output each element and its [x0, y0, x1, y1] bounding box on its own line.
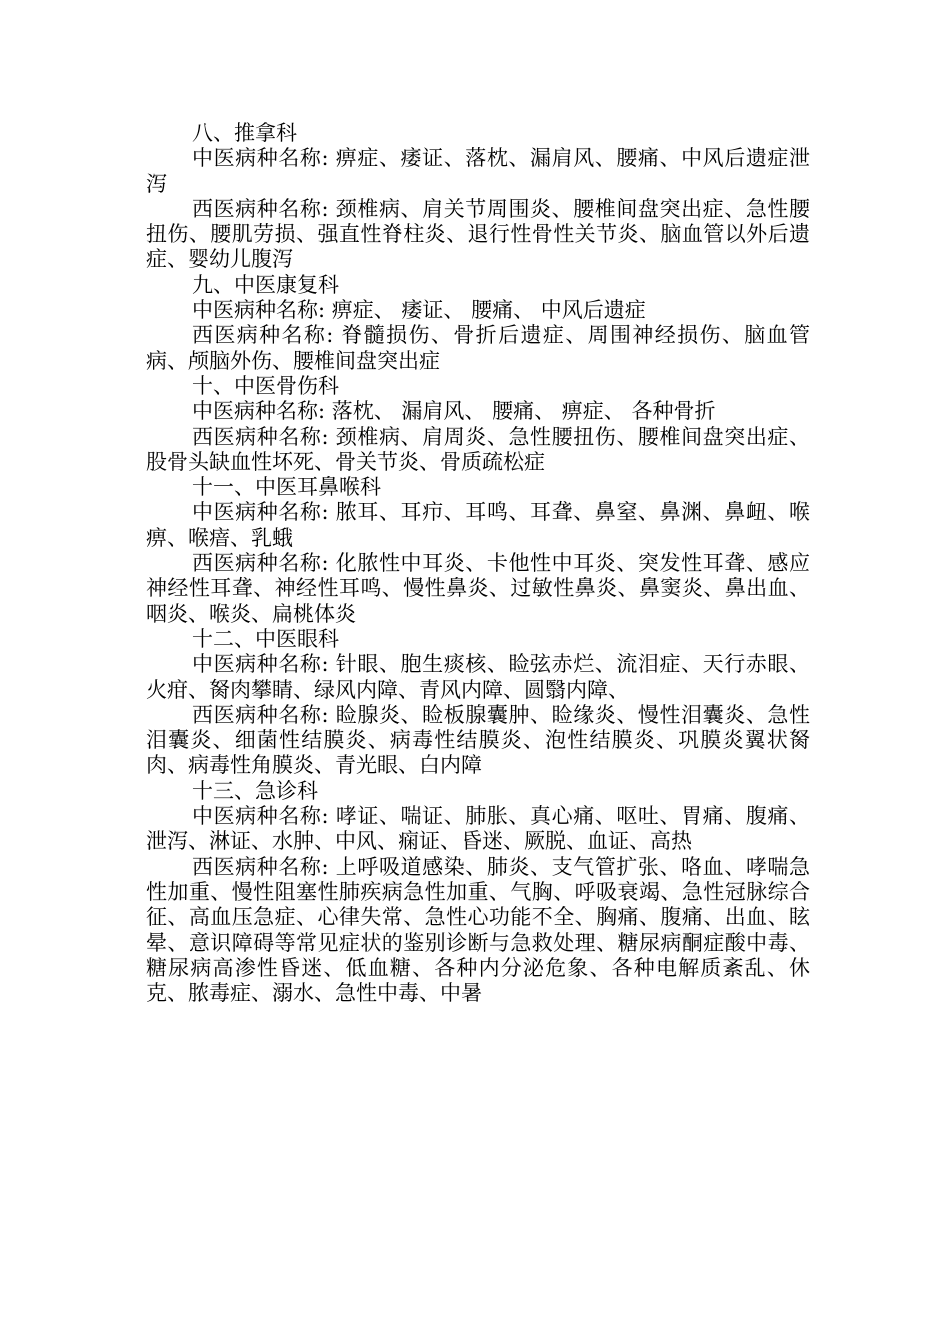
section-heading-emergency: 十三、急诊科	[192, 778, 318, 803]
western-disease-list-emergency: 西医病种名称: 上呼吸道感染、肺炎、支气管扩张、咯血、哮喘急性加重、慢性阻塞性肺疾病急性加重、气胸、呼吸衰竭、急性冠脉综合征、高血压急症、心律失常、急性心功能不全、胸痛、腹痛、出血、眩晕、意识障碍等常见症状的鉴别诊断与急救处理、糖尿病酮症酸中毒、糖尿病高渗性昏迷、低血糖、各种内分泌危象、各种电解质紊乱、休克、脓毒症、溺水、急性中毒、中暑	[146, 854, 810, 1006]
section-heading-orthopedics: 十、中医骨伤科	[192, 373, 339, 398]
western-disease-list-rehabilitation: 西医病种名称: 脊髓损伤、骨折后遗症、周围神经损伤、脑血管病、颅脑外伤、腰椎间盘突出症	[146, 323, 810, 373]
tcm-disease-list-rehabilitation: 中医病种名称: 痹症、 痿证、 腰痛、 中风后遗症	[192, 298, 646, 323]
tcm-disease-list-tuina: 中医病种名称: 痹症、痿证、落枕、漏肩风、腰痛、中风后遗症泄泻	[146, 146, 810, 196]
tcm-disease-list-orthopedics: 中医病种名称: 落枕、 漏肩风、 腰痛、 痹症、 各种骨折	[192, 399, 716, 424]
section-heading-tuina: 八、推拿科	[192, 121, 297, 145]
western-disease-list-ent: 西医病种名称: 化脓性中耳炎、卡他性中耳炎、突发性耳聋、感应神经性耳聋、神经性耳鸣、慢性鼻炎、过敏性鼻炎、鼻窦炎、鼻出血、咽炎、喉炎、扁桃体炎	[146, 551, 810, 626]
section-heading-rehabilitation: 九、中医康复科	[192, 272, 339, 297]
section-heading-ent: 十一、中医耳鼻喉科	[192, 475, 381, 500]
tcm-disease-list-emergency: 中医病种名称: 哮证、喘证、肺胀、真心痛、呕吐、胃痛、腹痛、泄泻、淋证、水肿、中风、痫证、昏迷、厥脱、血证、高热	[146, 804, 810, 854]
section-heading-ophthalmology: 十二、中医眼科	[192, 626, 339, 651]
western-disease-list-ophthalmology: 西医病种名称: 睑腺炎、睑板腺囊肿、睑缘炎、慢性泪囊炎、急性泪囊炎、细菌性结膜炎、病毒性结膜炎、泡性结膜炎、巩膜炎翼状胬肉、病毒性角膜炎、青光眼、白内障	[146, 702, 810, 778]
document-body	[146, 121, 810, 1006]
tcm-disease-list-ophthalmology: 中医病种名称: 针眼、胞生痰核、睑弦赤烂、流泪症、天行赤眼、火疳、胬肉攀睛、绿风内障、青风内障、圆翳内障、	[146, 652, 810, 702]
western-disease-list-orthopedics: 西医病种名称: 颈椎病、肩周炎、急性腰扭伤、腰椎间盘突出症、股骨头缺血性坏死、骨关节炎、骨质疏松症	[146, 424, 810, 474]
western-disease-list-tuina: 西医病种名称: 颈椎病、肩关节周围炎、腰椎间盘突出症、急性腰扭伤、腰肌劳损、强直性脊柱炎、退行性骨性关节炎、脑血管以外后遗症、婴幼儿腹泻	[146, 196, 810, 272]
tcm-disease-list-ent: 中医病种名称: 脓耳、耳疖、耳鸣、耳聋、鼻窒、鼻渊、鼻衄、喉痹、喉瘖、乳蛾	[146, 500, 810, 550]
